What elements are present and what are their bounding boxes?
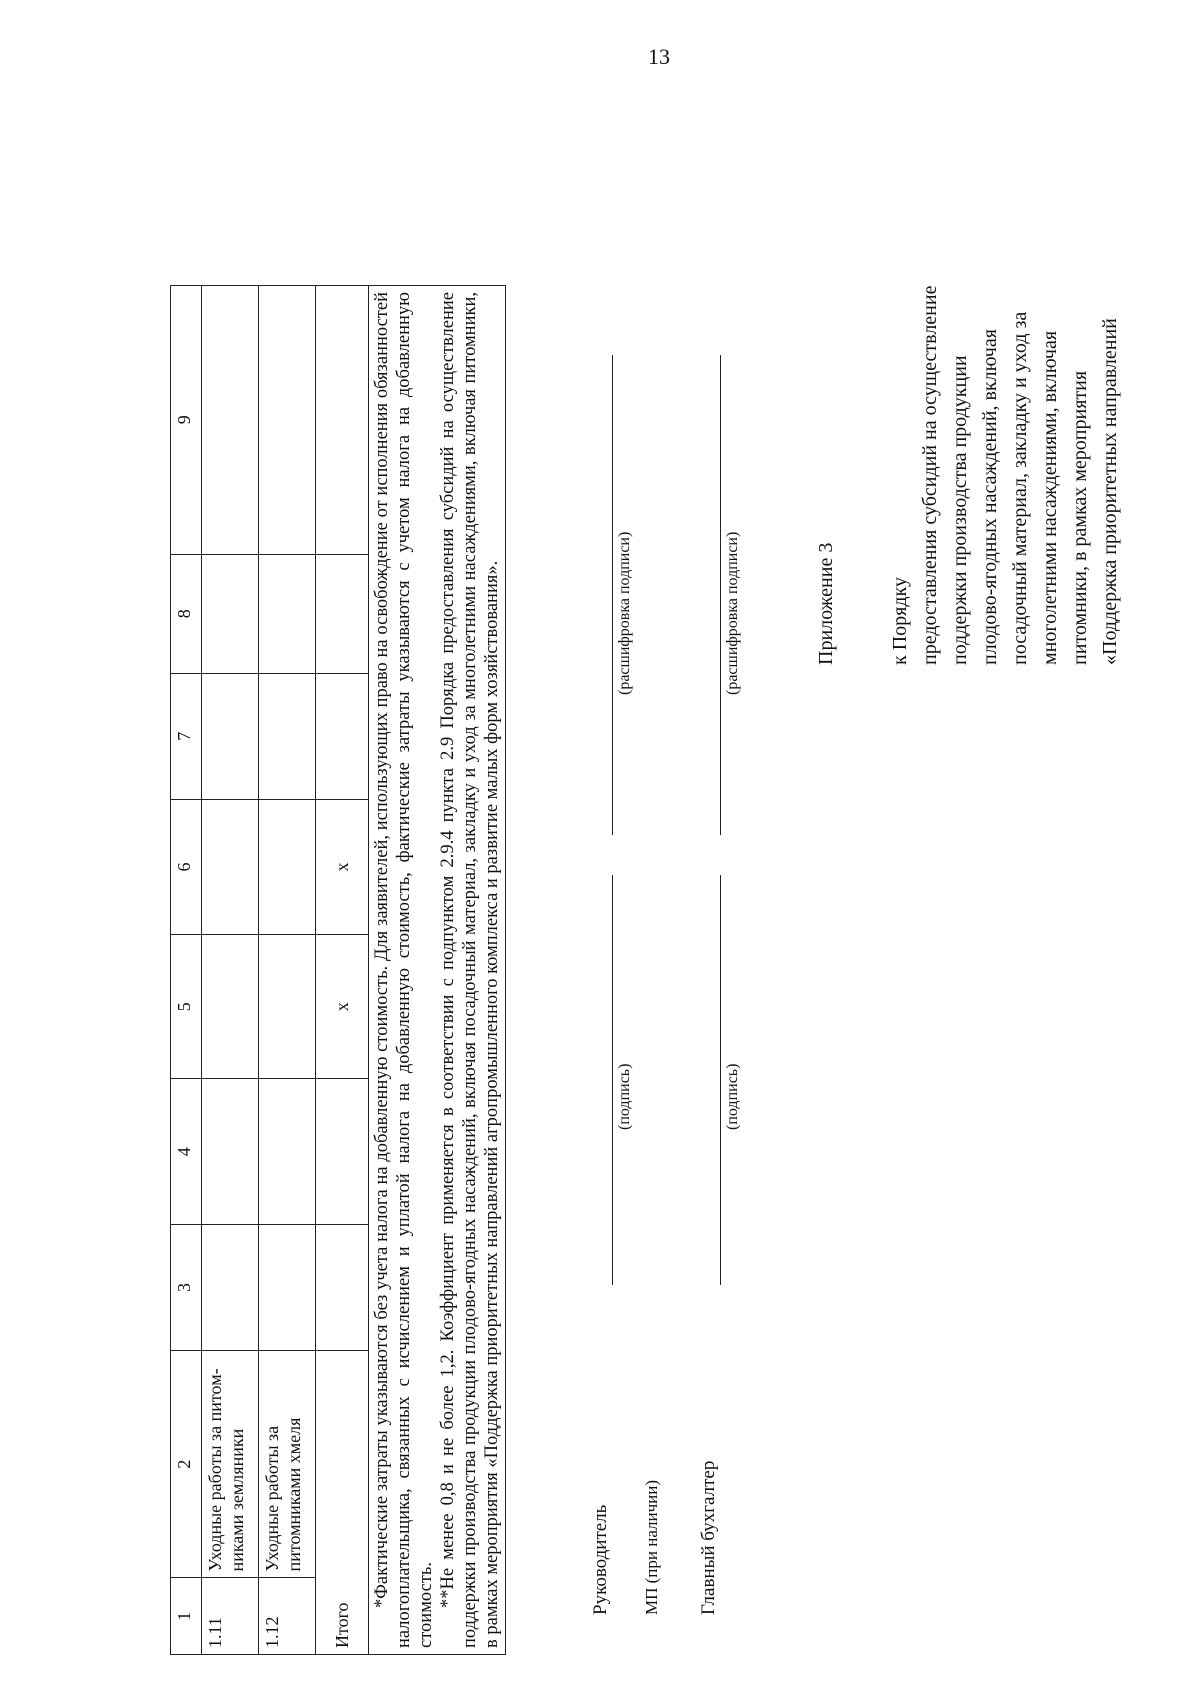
annex-line: питомники, в рамках мероприятия [1069, 370, 1091, 665]
annex-line: поддержки производства продукции [949, 355, 971, 665]
header-cell: 8 [171, 554, 202, 673]
table-notes [369, 286, 506, 1655]
table-cell [259, 286, 316, 555]
table-cell [259, 673, 316, 799]
header-cell: 4 [171, 1079, 202, 1225]
table-cell [202, 554, 259, 673]
footnote-2: **Не менее 0,8 и не более 1,2. Коэффициент применяется в соответствии с подпунктом 2.9.4 пункта 2.9 Порядка предоставления субсидий на осуществление поддержки производства продукции плодово-ягодных насаждений, включая посадочный материал, закладку и уход за многолетними насаждениями, включая питомники, в рамках мероприятия «Поддержка приоритетных направлений агропромышленного комплекса и развитие малых форм хозяйствования». [438, 292, 502, 1648]
row-number: 1.11 [202, 1578, 259, 1655]
footnote-1: *Фактические затраты указываются без учета налога на добавленную стоимость. Для заявителей, использующих право на освобождение от исполнения обязанностей налогоплательщика, связанных с исчислением и уплатой налога на добавленную стоимость, фактические затраты указываются с учетом налога на добавленную стоимость. [372, 292, 436, 1648]
notes-row [369, 286, 506, 1655]
annex-line: посадочный материал, закладку и уход за [1009, 311, 1031, 665]
annex-line: «Поддержка приоритетных направлений [1099, 318, 1121, 665]
annex-line: плодово-ягодных насаждений, включая [979, 329, 1001, 665]
head-decode-caption: (расшифровка подписи) [616, 531, 633, 695]
row-number: 1.12 [259, 1578, 316, 1655]
head-sign-line [612, 875, 613, 1285]
accountant-label: Главный бухгалтер [698, 1460, 719, 1615]
table-cell [316, 1079, 369, 1225]
total-row [316, 286, 369, 1655]
rotated-content [170, 115, 1121, 1655]
accountant-decode-caption: (расшифровка подписи) [724, 531, 741, 695]
row-name: Уходные работы за питом-никами земляники [202, 1350, 259, 1578]
table-row [259, 286, 316, 1655]
table-cell [202, 799, 259, 935]
total-col6: x [316, 799, 369, 935]
table-cell [202, 1079, 259, 1225]
annex-text [885, 105, 1125, 665]
accountant-sign-caption: (подпись) [724, 1063, 741, 1130]
table-cell [316, 673, 369, 799]
table-cell [202, 1225, 259, 1351]
table-cell [259, 1225, 316, 1351]
costs-table [170, 285, 506, 1655]
table-cell [259, 554, 316, 673]
header-cell: 6 [171, 799, 202, 935]
table-cell [202, 673, 259, 799]
annex-line: к Порядку [889, 577, 911, 665]
annex-title: Приложение 3 [815, 542, 837, 665]
header-cell: 3 [171, 1225, 202, 1351]
total-label: Итого [316, 1350, 369, 1654]
annex-line: предоставления субсидий на осуществление [919, 285, 941, 665]
table-cell [259, 1079, 316, 1225]
mp-label: МП (при наличии) [642, 1479, 661, 1615]
row-name: Уходные работы за питомниками хмеля [259, 1350, 316, 1578]
table-cell [316, 286, 369, 555]
table-row [202, 286, 259, 1655]
header-cell: 7 [171, 673, 202, 799]
table-cell [316, 554, 369, 673]
table-header-row [171, 286, 202, 1655]
total-col5: x [316, 935, 369, 1079]
annex-line: многолетними насаждениями, включая [1039, 330, 1061, 665]
table-cell [259, 799, 316, 935]
accountant-sign-line [720, 875, 721, 1285]
accountant-decode-line [720, 355, 721, 835]
table-cell [202, 935, 259, 1079]
table-cell [316, 1225, 369, 1351]
header-cell: 1 [171, 1578, 202, 1655]
header-cell: 2 [171, 1350, 202, 1578]
table-cell [202, 286, 259, 555]
head-label: Руководитель [590, 1504, 611, 1615]
page-number: 13 [648, 44, 670, 69]
header-cell: 5 [171, 935, 202, 1079]
header-cell: 9 [171, 286, 202, 555]
head-decode-line [612, 355, 613, 835]
table-cell [259, 935, 316, 1079]
head-sign-caption: (подпись) [616, 1063, 633, 1130]
